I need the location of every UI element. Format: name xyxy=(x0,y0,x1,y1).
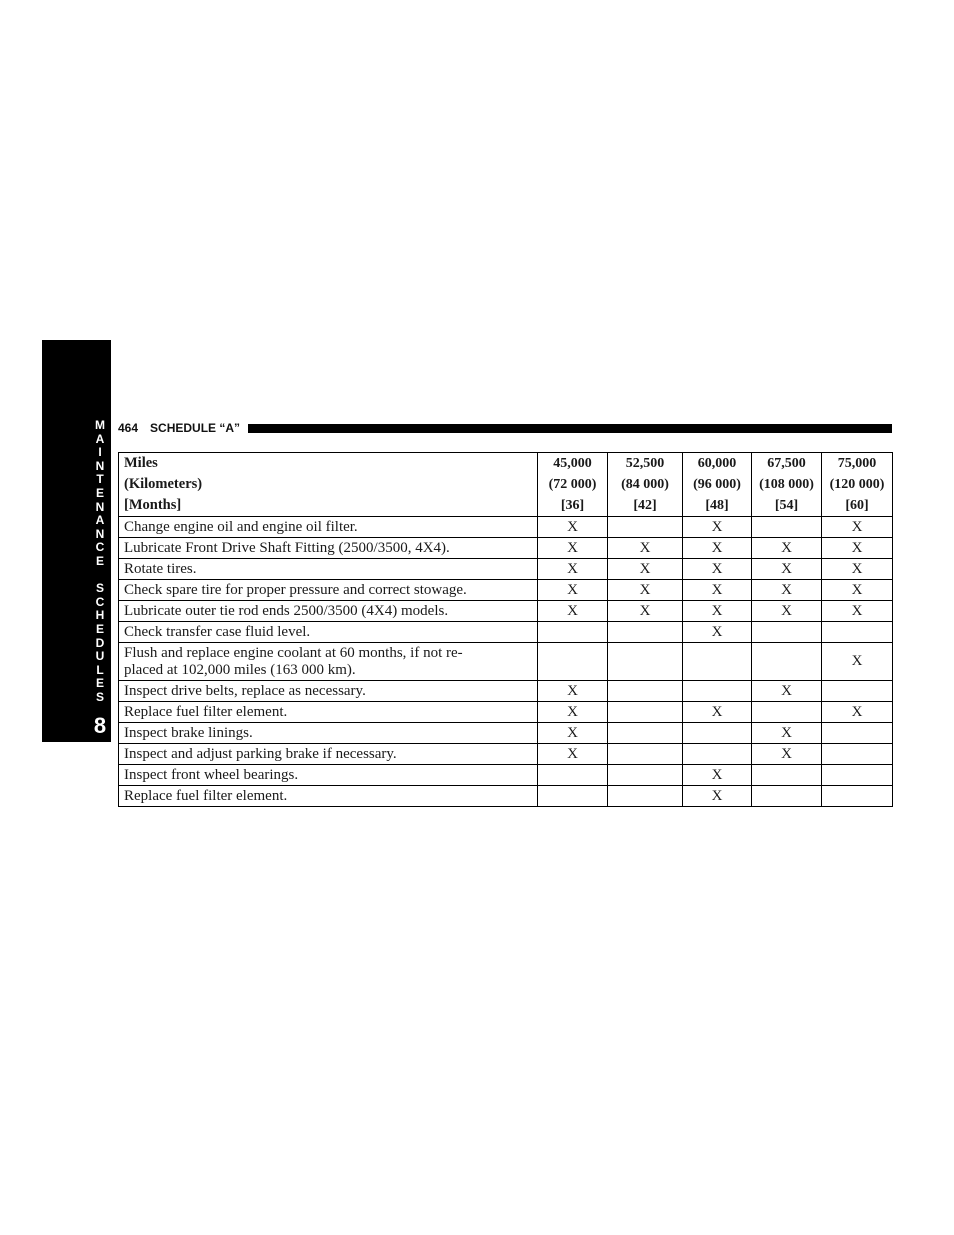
table-row xyxy=(119,622,893,643)
tab-letter: H xyxy=(95,608,105,623)
interval-header-cell xyxy=(822,453,893,517)
mark-cell: X xyxy=(538,702,608,723)
mark-cell xyxy=(822,765,893,786)
tab-letter: I xyxy=(98,445,102,460)
table-row xyxy=(119,744,893,765)
interval-header-cell xyxy=(683,453,752,517)
section-tab-label xyxy=(90,419,110,704)
task-cell xyxy=(119,643,538,681)
mark-cell: X xyxy=(752,559,822,580)
mark-cell: X xyxy=(683,702,752,723)
mark-cell xyxy=(683,681,752,702)
interval-months: [36] xyxy=(560,498,585,513)
mark-cell: X xyxy=(608,601,683,622)
interval-km: (120 000) xyxy=(829,477,885,492)
mark-cell: X xyxy=(752,580,822,601)
mark-cell: X xyxy=(752,681,822,702)
mark-cell: X xyxy=(538,681,608,702)
interval-km: (72 000) xyxy=(548,477,597,492)
mark-cell xyxy=(822,723,893,744)
task-cell: Inspect front wheel bearings. xyxy=(119,765,538,786)
tab-letter: E xyxy=(95,621,104,636)
page-header xyxy=(118,421,892,435)
mark-cell xyxy=(608,643,683,681)
tab-letter: L xyxy=(96,662,104,677)
mark-cell: X xyxy=(752,601,822,622)
mark-cell xyxy=(608,622,683,643)
tab-letter: N xyxy=(95,526,105,541)
interval-km: (84 000) xyxy=(621,477,669,492)
table-row xyxy=(119,765,893,786)
tab-letter: E xyxy=(95,553,104,568)
table-row xyxy=(119,681,893,702)
interval-miles: 60,000 xyxy=(697,456,737,471)
mark-cell: X xyxy=(822,538,893,559)
mark-cell: X xyxy=(683,580,752,601)
mark-cell xyxy=(752,622,822,643)
mark-cell xyxy=(683,723,752,744)
interval-header-cell xyxy=(608,453,683,517)
tab-letter: C xyxy=(95,594,105,609)
mark-cell: X xyxy=(608,559,683,580)
mark-cell: X xyxy=(538,723,608,744)
interval-miles: 75,000 xyxy=(837,456,877,471)
table-header-row xyxy=(119,453,893,517)
mark-cell xyxy=(608,765,683,786)
mark-cell: X xyxy=(752,723,822,744)
mark-cell xyxy=(752,765,822,786)
header-km-label: (Kilometers) xyxy=(124,476,203,492)
table-row xyxy=(119,559,893,580)
table-row xyxy=(119,580,893,601)
task-cell: Check transfer case fluid level. xyxy=(119,622,538,643)
mark-cell: X xyxy=(822,643,893,681)
mark-cell: X xyxy=(683,538,752,559)
interval-months: [60] xyxy=(845,498,869,513)
mark-cell xyxy=(538,765,608,786)
task-cell: Replace fuel filter element. xyxy=(119,702,538,723)
tab-letter: A xyxy=(95,513,105,528)
mark-cell: X xyxy=(683,517,752,538)
task-cell: Inspect drive belts, replace as necessary. xyxy=(119,681,538,702)
interval-months: [54] xyxy=(774,498,799,513)
mark-cell xyxy=(608,723,683,744)
tab-letter: M xyxy=(95,418,105,432)
interval-months: [42] xyxy=(633,498,657,513)
mark-cell xyxy=(538,643,608,681)
table-row xyxy=(119,601,893,622)
interval-miles: 52,500 xyxy=(625,456,665,471)
mark-cell: X xyxy=(822,702,893,723)
task-cell: Replace fuel filter element. xyxy=(119,786,538,807)
header-label-cell xyxy=(119,453,538,517)
tab-letter: S xyxy=(95,581,104,596)
interval-km: (108 000) xyxy=(759,477,814,492)
mark-cell xyxy=(683,744,752,765)
table-row xyxy=(119,643,893,681)
tab-letter: N xyxy=(95,499,105,514)
interval-miles: 67,500 xyxy=(767,456,806,471)
task-cell: Inspect brake linings. xyxy=(119,723,538,744)
mark-cell xyxy=(752,702,822,723)
table-row xyxy=(119,786,893,807)
mark-cell: X xyxy=(683,786,752,807)
task-cell: Change engine oil and engine oil filter. xyxy=(119,517,538,538)
mark-cell xyxy=(608,786,683,807)
task-cell: Rotate tires. xyxy=(119,559,538,580)
mark-cell: X xyxy=(608,580,683,601)
table-row xyxy=(119,702,893,723)
mark-cell xyxy=(608,681,683,702)
mark-cell: X xyxy=(608,538,683,559)
tab-letter: U xyxy=(95,649,105,664)
task-line: placed at 102,000 miles (163 000 km). xyxy=(124,661,356,678)
mark-cell: X xyxy=(822,559,893,580)
table-row xyxy=(119,517,893,538)
table-row xyxy=(119,538,893,559)
tab-letter: T xyxy=(96,472,104,487)
page-title: SCHEDULE “A” xyxy=(150,421,241,435)
tab-letter: D xyxy=(95,635,105,650)
mark-cell: X xyxy=(538,744,608,765)
mark-cell xyxy=(608,517,683,538)
interval-months: [48] xyxy=(705,498,729,513)
tab-letter: E xyxy=(95,676,104,691)
tab-letter: N xyxy=(95,458,105,473)
mark-cell: X xyxy=(538,517,608,538)
mark-cell: X xyxy=(752,538,822,559)
mark-cell: X xyxy=(683,622,752,643)
tab-letter: C xyxy=(95,540,105,555)
mark-cell xyxy=(822,622,893,643)
mark-cell xyxy=(752,786,822,807)
task-cell: Check spare tire for proper pressure and correct stowage. xyxy=(119,580,538,601)
header-rule xyxy=(248,424,892,433)
mark-cell: X xyxy=(683,559,752,580)
mark-cell: X xyxy=(822,580,893,601)
mark-cell: X xyxy=(683,765,752,786)
interval-header-cell xyxy=(752,453,822,517)
mark-cell xyxy=(752,643,822,681)
mark-cell xyxy=(538,622,608,643)
header-months-label: [Months] xyxy=(124,497,182,513)
section-number: 8 xyxy=(93,713,107,738)
task-cell: Lubricate Front Drive Shaft Fitting (2500/3500, 4X4). xyxy=(119,538,538,559)
mark-cell: X xyxy=(538,559,608,580)
task-cell: Inspect and adjust parking brake if necessary. xyxy=(119,744,538,765)
tab-letter: A xyxy=(95,431,105,446)
mark-cell xyxy=(822,786,893,807)
header-miles-label: Miles xyxy=(124,455,158,471)
mark-cell xyxy=(683,643,752,681)
mark-cell xyxy=(608,744,683,765)
task-cell: Lubricate outer tie rod ends 2500/3500 (4X4) models. xyxy=(119,601,538,622)
mark-cell: X xyxy=(683,601,752,622)
maintenance-schedule-table xyxy=(118,452,893,807)
mark-cell xyxy=(822,681,893,702)
page-number: 464 xyxy=(118,421,139,435)
mark-cell: X xyxy=(538,580,608,601)
mark-cell xyxy=(752,517,822,538)
mark-cell: X xyxy=(822,517,893,538)
table-row xyxy=(119,723,893,744)
interval-header-cell xyxy=(538,453,608,517)
mark-cell: X xyxy=(538,601,608,622)
task-line: Flush and replace engine coolant at 60 months, if not re- xyxy=(124,644,463,661)
interval-miles: 45,000 xyxy=(553,456,592,471)
mark-cell xyxy=(538,786,608,807)
mark-cell: X xyxy=(822,601,893,622)
mark-cell: X xyxy=(752,744,822,765)
mark-cell: X xyxy=(538,538,608,559)
interval-km: (96 000) xyxy=(693,477,741,492)
tab-letter: E xyxy=(95,485,104,500)
mark-cell xyxy=(608,702,683,723)
tab-letter: S xyxy=(95,689,104,704)
mark-cell xyxy=(822,744,893,765)
